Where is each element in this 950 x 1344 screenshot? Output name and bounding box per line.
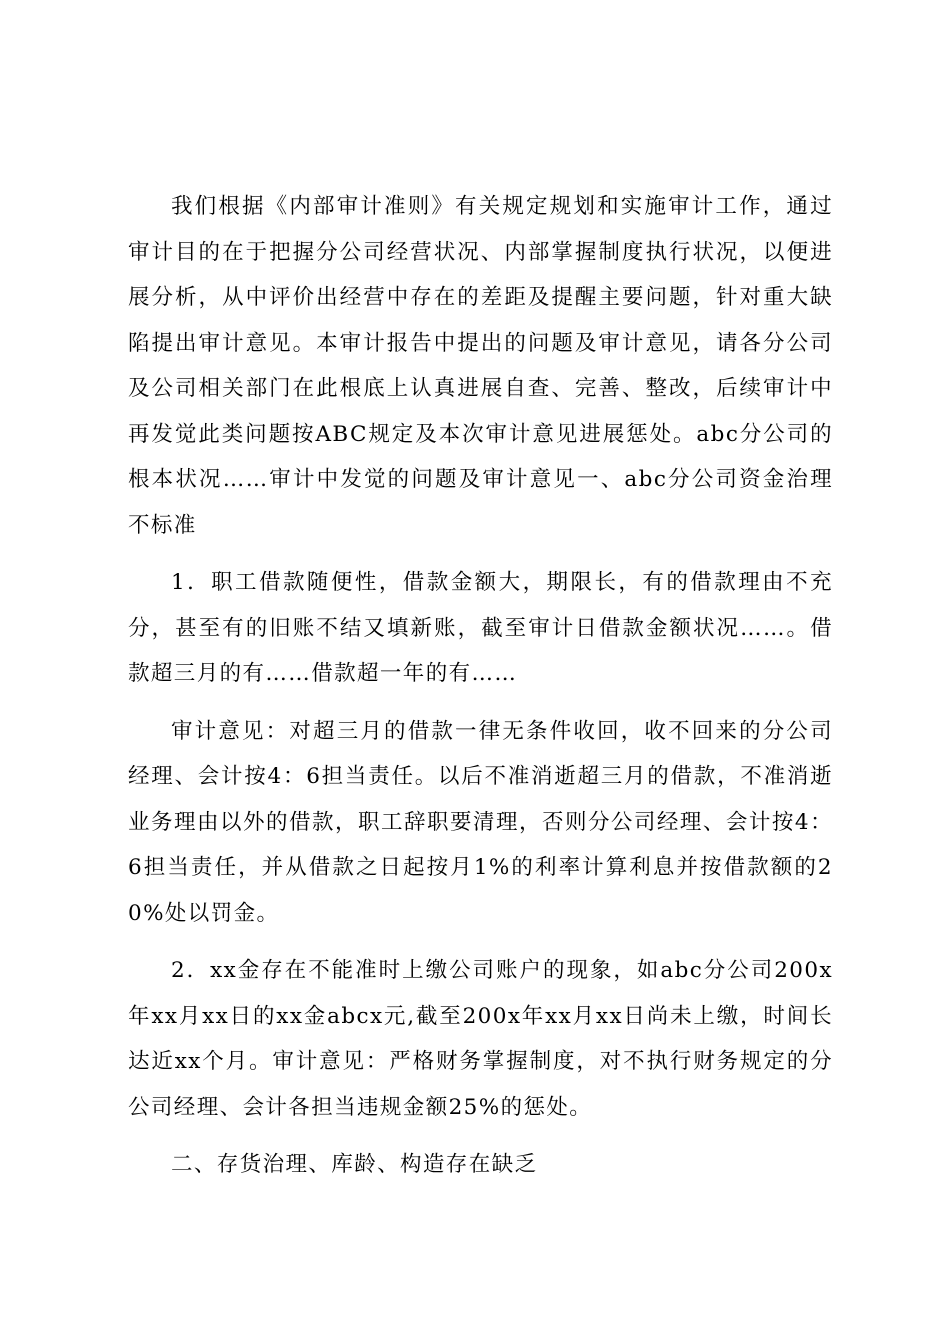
paragraph-item-2: 2．xx金存在不能准时上缴公司账户的现象，如abc分公司200x年xx月xx日的xx金abcx元,截至200x年xx月xx日尚未上缴，时间长达近xx个月。审计意见：严格财务掌握制度，对不执行财务规定的分公司经理、会计各担当违规金额25%的惩处。	[128, 958, 833, 1120]
paragraph-item-1: 1．职工借款随便性，借款金额大，期限长，有的借款理由不充分，甚至有的旧账不结又填新账，截至审计日借款金额状况……。借款超三月的有……借款超一年的有……	[128, 570, 833, 686]
paragraph-section-2-heading: 二、存货治理、库龄、构造存在缺乏	[171, 1152, 538, 1177]
paragraph-audit-opinion: 审计意见：对超三月的借款一律无条件收回，收不回来的分公司经理、会计按4：6担当责任。以后不准消逝超三月的借款，不准消逝业务理由以外的借款，职工辞职要清理，否则分公司经理、会计按4：6担当责任，并从借款之日起按月1%的利率计算利息并按借款额的20%处以罚金。	[128, 718, 833, 926]
paragraph-intro: 我们根据《内部审计准则》有关规定规划和实施审计工作，通过审计目的在于把握分公司经营状况、内部掌握制度执行状况，以便进展分析，从中评价出经营中存在的差距及提醒主要问题，针对重大缺陷提出审计意见。本审计报告中提出的问题及审计意见，请各分公司及公司相关部门在此根底上认真进展自查、完善、整改，后续审计中再发觉此类问题按ABC规定及本次审计意见进展惩处。abc分公司的根本状况……审计中发觉的问题及审计意见一、abc分公司资金治理不标准	[128, 194, 833, 538]
document-body	[128, 184, 833, 1188]
